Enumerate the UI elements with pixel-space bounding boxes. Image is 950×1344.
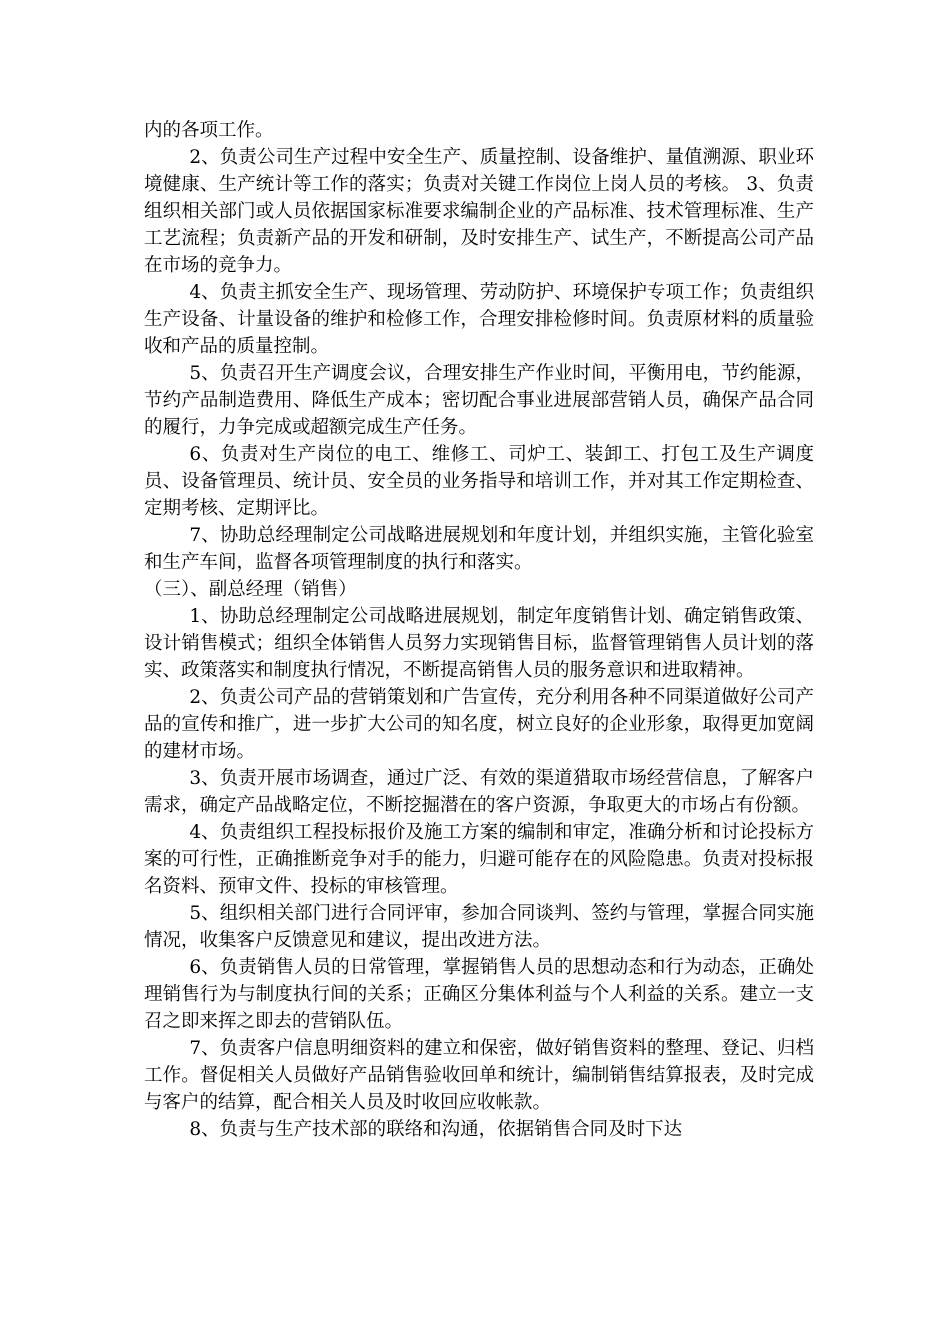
paragraph-production-item-7: 7、协助总经理制定公司战略进展规划和年度计划，并组织实施，主管化验室和生产车间，监督各项管理制度的执行和落实。 — [144, 525, 814, 573]
paragraph-sales-item-8: 8、负责与生产技术部的联络和沟通，依据销售合同及时下达 — [189, 1119, 683, 1140]
paragraph-production-item-6: 6、负责对生产岗位的电工、维修工、司炉工、装卸工、打包工及生产调度员、设备管理员、统计员、安全员的业务指导和培训工作，并对其工作定期检查、定期考核、定期评比。 — [144, 444, 814, 519]
paragraph-sales-item-5: 5、组织相关部门进行合同评审，参加合同谈判、签约与管理，掌握合同实施情况，收集客户反馈意见和建议，提出改进方法。 — [144, 903, 814, 951]
paragraph-production-item-2-3: 2、负责公司生产过程中安全生产、质量控制、设备维护、量值溯源、职业环境健康、生产统计等工作的落实；负责对关键工作岗位上岗人员的考核。 3、负责组织相关部门或人员依据国家标准要求编制企业的产品标准、技术管理标准、生产工艺流程；负责新产品的开发和研制，及时安排生产、试生产，不断提高公司产品在市场的竞争力。 — [144, 147, 814, 276]
paragraph-continuation: 内的各项工作。 — [144, 120, 274, 141]
paragraph-sales-item-6: 6、负责销售人员的日常管理，掌握销售人员的思想动态和行为动态，正确处理销售行为与制度执行间的关系；正确区分集体利益与个人利益的关系。建立一支召之即来挥之即去的营销队伍。 — [144, 957, 814, 1032]
paragraph-sales-item-1: 1、协助总经理制定公司战略进展规划，制定年度销售计划、确定销售政策、设计销售模式；组织全体销售人员努力实现销售目标，监督管理销售人员计划的落实、政策落实和制度执行情况，不断提高销售人员的服务意识和进取精神。 — [144, 606, 814, 681]
paragraph-sales-item-4: 4、负责组织工程投标报价及施工方案的编制和审定，准确分析和讨论投标方案的可行性，正确推断竞争对手的能力，归避可能存在的风险隐患。负责对投标报名资料、预审文件、投标的审核管理。 — [144, 822, 814, 897]
paragraph-production-item-5: 5、负责召开生产调度会议，合理安排生产作业时间，平衡用电，节约能源，节约产品制造费用、降低生产成本；密切配合事业进展部营销人员，确保产品合同的履行，力争完成或超额完成生产任务。 — [144, 363, 814, 438]
paragraph-sales-item-7: 7、负责客户信息明细资料的建立和保密，做好销售资料的整理、登记、归档工作。督促相关人员做好产品销售验收回单和统计，编制销售结算报表，及时完成与客户的结算，配合相关人员及时收回应收帐款。 — [144, 1038, 814, 1113]
paragraph-sales-item-2: 2、负责公司产品的营销策划和广告宣传，充分利用各种不同渠道做好公司产品的宣传和推广，进一步扩大公司的知名度，树立良好的企业形象，取得更加宽阔的建材市场。 — [144, 687, 814, 762]
paragraph-sales-item-3: 3、负责开展市场调查，通过广泛、有效的渠道猎取市场经营信息，了解客户需求，确定产品战略定位，不断挖掘潜在的客户资源，争取更大的市场占有份额。 — [144, 768, 814, 816]
document-page — [144, 117, 814, 1143]
paragraph-production-item-4: 4、负责主抓安全生产、现场管理、劳动防护、环境保护专项工作；负责组织生产设备、计量设备的维护和检修工作，合理安排检修时间。负责原材料的质量验收和产品的质量控制。 — [144, 282, 814, 357]
section-heading-sales-vp: （三）、副总经理（销售） — [144, 579, 357, 600]
